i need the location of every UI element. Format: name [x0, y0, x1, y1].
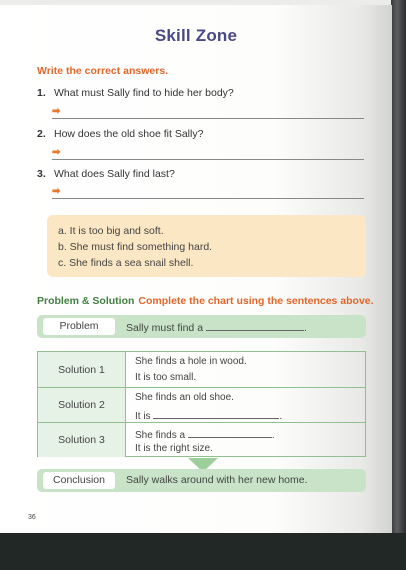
question-number: 2. [37, 128, 46, 140]
table-row [38, 422, 365, 457]
book-spine-edge [391, 0, 406, 533]
section-instruction: Complete the chart using the sentences above. [138, 295, 374, 307]
section-label: Problem & Solution [37, 295, 135, 307]
question-text: What does Sally find last? [54, 168, 175, 180]
solution-label: Solution 3 [38, 423, 126, 457]
question-3 [37, 168, 175, 180]
instruction-heading: Write the correct answers. [37, 65, 169, 77]
solution-label: Solution 2 [38, 388, 126, 422]
solution-line: She finds a . [135, 427, 275, 441]
problem-text: Sally must find a . [126, 322, 307, 334]
table-row [38, 352, 365, 387]
problem-blank[interactable] [206, 320, 304, 331]
question-number: 3. [37, 168, 46, 180]
solution-3-blank[interactable] [188, 427, 272, 438]
question-text: What must Sally find to hide her body? [54, 87, 234, 99]
question-2 [37, 128, 203, 140]
answer-line-2[interactable] [52, 159, 364, 160]
solution-line: She finds an old shoe. [135, 392, 234, 403]
answer-choice-a: a. It is too big and soft. [58, 225, 164, 237]
answer-arrow-icon: ➡ [52, 186, 61, 197]
answer-choice-b: b. She must find something hard. [58, 241, 213, 253]
solution-line: It is . [135, 408, 282, 422]
solution-2-blank[interactable] [153, 408, 279, 419]
solution-line: It is too small. [135, 372, 197, 383]
question-text: How does the old shoe fit Sally? [54, 128, 204, 140]
conclusion-bar [37, 469, 366, 492]
answer-choice-c: c. She finds a sea snail shell. [58, 257, 194, 269]
question-number: 1. [37, 87, 46, 99]
solutions-table [37, 351, 366, 457]
page-title: Skill Zone [154, 26, 238, 45]
conclusion-label: Conclusion [43, 472, 115, 489]
problem-solution-heading [37, 295, 374, 307]
table-row [38, 387, 365, 422]
answer-arrow-icon: ➡ [52, 106, 61, 117]
photo-bottom-background [0, 533, 406, 570]
answer-line-1[interactable] [52, 118, 364, 119]
problem-label: Problem [43, 318, 115, 335]
conclusion-text: Sally walks around with her new home. [126, 474, 308, 486]
page-number: 36 [28, 514, 36, 521]
question-1 [37, 87, 234, 99]
solution-line: It is the right size. [135, 443, 213, 454]
problem-bar [37, 315, 366, 338]
answer-choices-box [47, 215, 366, 277]
answer-arrow-icon: ➡ [52, 147, 61, 158]
solution-line: She finds a hole in wood. [135, 356, 247, 367]
answer-line-3[interactable] [52, 198, 364, 199]
solution-label: Solution 1 [38, 352, 126, 387]
workbook-page [0, 5, 392, 533]
